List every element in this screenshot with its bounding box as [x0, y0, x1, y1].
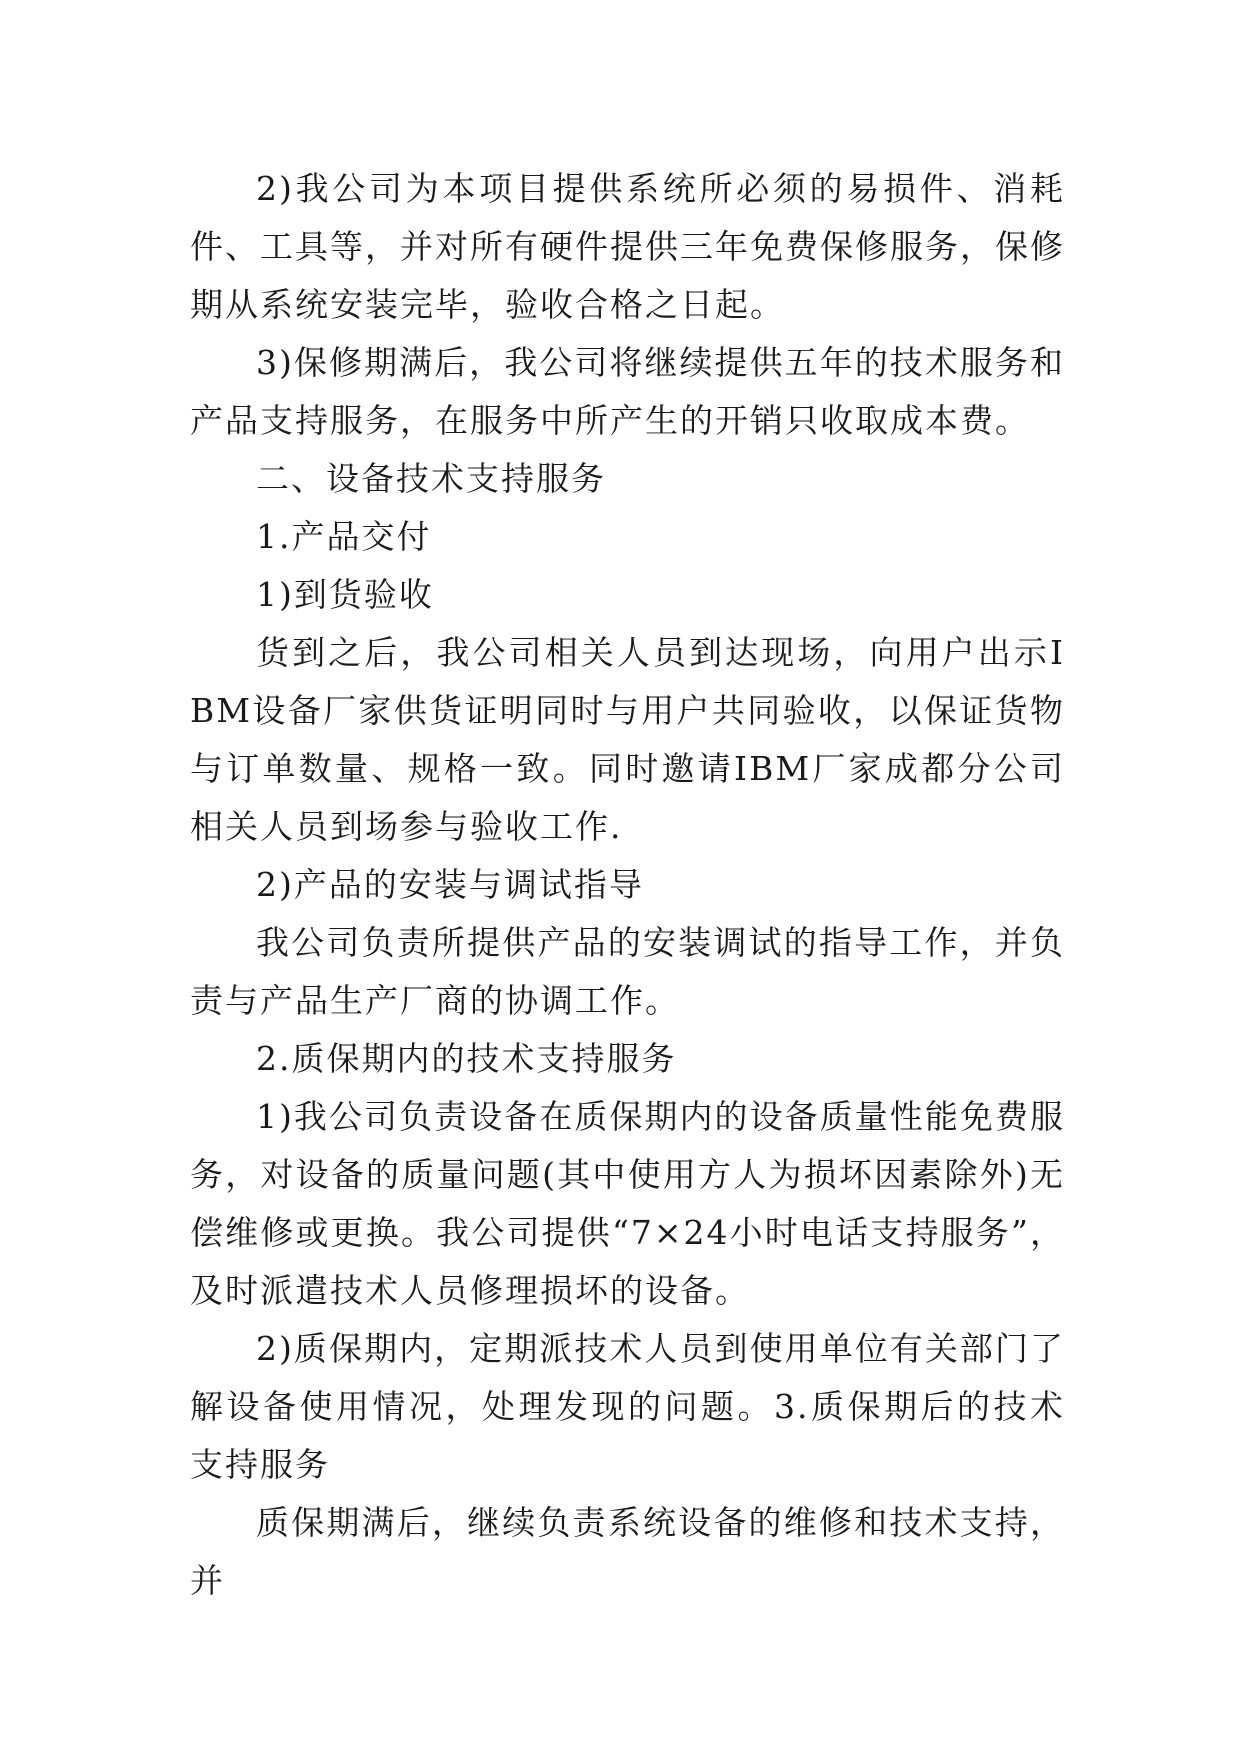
heading-in-warranty-support: 2.质保期内的技术支持服务 [256, 1039, 677, 1078]
document-body [190, 160, 1065, 1610]
heading-arrival-acceptance: 1)到货验收 [256, 575, 434, 614]
paragraph-spare-parts-warranty: 2)我公司为本项目提供系统所必须的易损件、消耗件、工具等，并对所有硬件提供三年免费保修服务，保修期从系统安装完毕，验收合格之日起。 [190, 169, 1065, 324]
heading-equipment-technical-support: 二、设备技术支持服务 [256, 459, 606, 498]
heading-product-delivery: 1.产品交付 [256, 517, 432, 556]
paragraph-arrival-acceptance: 货到之后，我公司相关人员到达现场，向用户出示IBM设备厂家供货证明同时与用户共同验收，以保证货物与订单数量、规格一致。同时邀请IBM厂家成都分公司相关人员到场参与验收工作. [190, 633, 1065, 846]
paragraph-post-warranty-service: 3)保修期满后，我公司将继续提供五年的技术服务和产品支持服务，在服务中所产生的开销只收取成本费。 [190, 343, 1065, 440]
paragraph-installation-guidance: 我公司负责所提供产品的安装调试的指导工作，并负责与产品生产厂商的协调工作。 [190, 923, 1065, 1020]
paragraph-after-warranty: 质保期满后，继续负责系统设备的维修和技术支持，并 [190, 1503, 1065, 1600]
heading-installation-guidance: 2)产品的安装与调试指导 [256, 865, 644, 904]
paragraph-periodic-visits: 2)质保期内，定期派技术人员到使用单位有关部门了解设备使用情况，处理发现的问题。3.质保期后的技术支持服务 [190, 1329, 1065, 1484]
paragraph-free-service: 1)我公司负责设备在质保期内的设备质量性能免费服务，对设备的质量问题(其中使用方人为损坏因素除外)无偿维修或更换。我公司提供“7×24小时电话支持服务”，及时派遣技术人员修理损坏的设备。 [190, 1097, 1065, 1310]
